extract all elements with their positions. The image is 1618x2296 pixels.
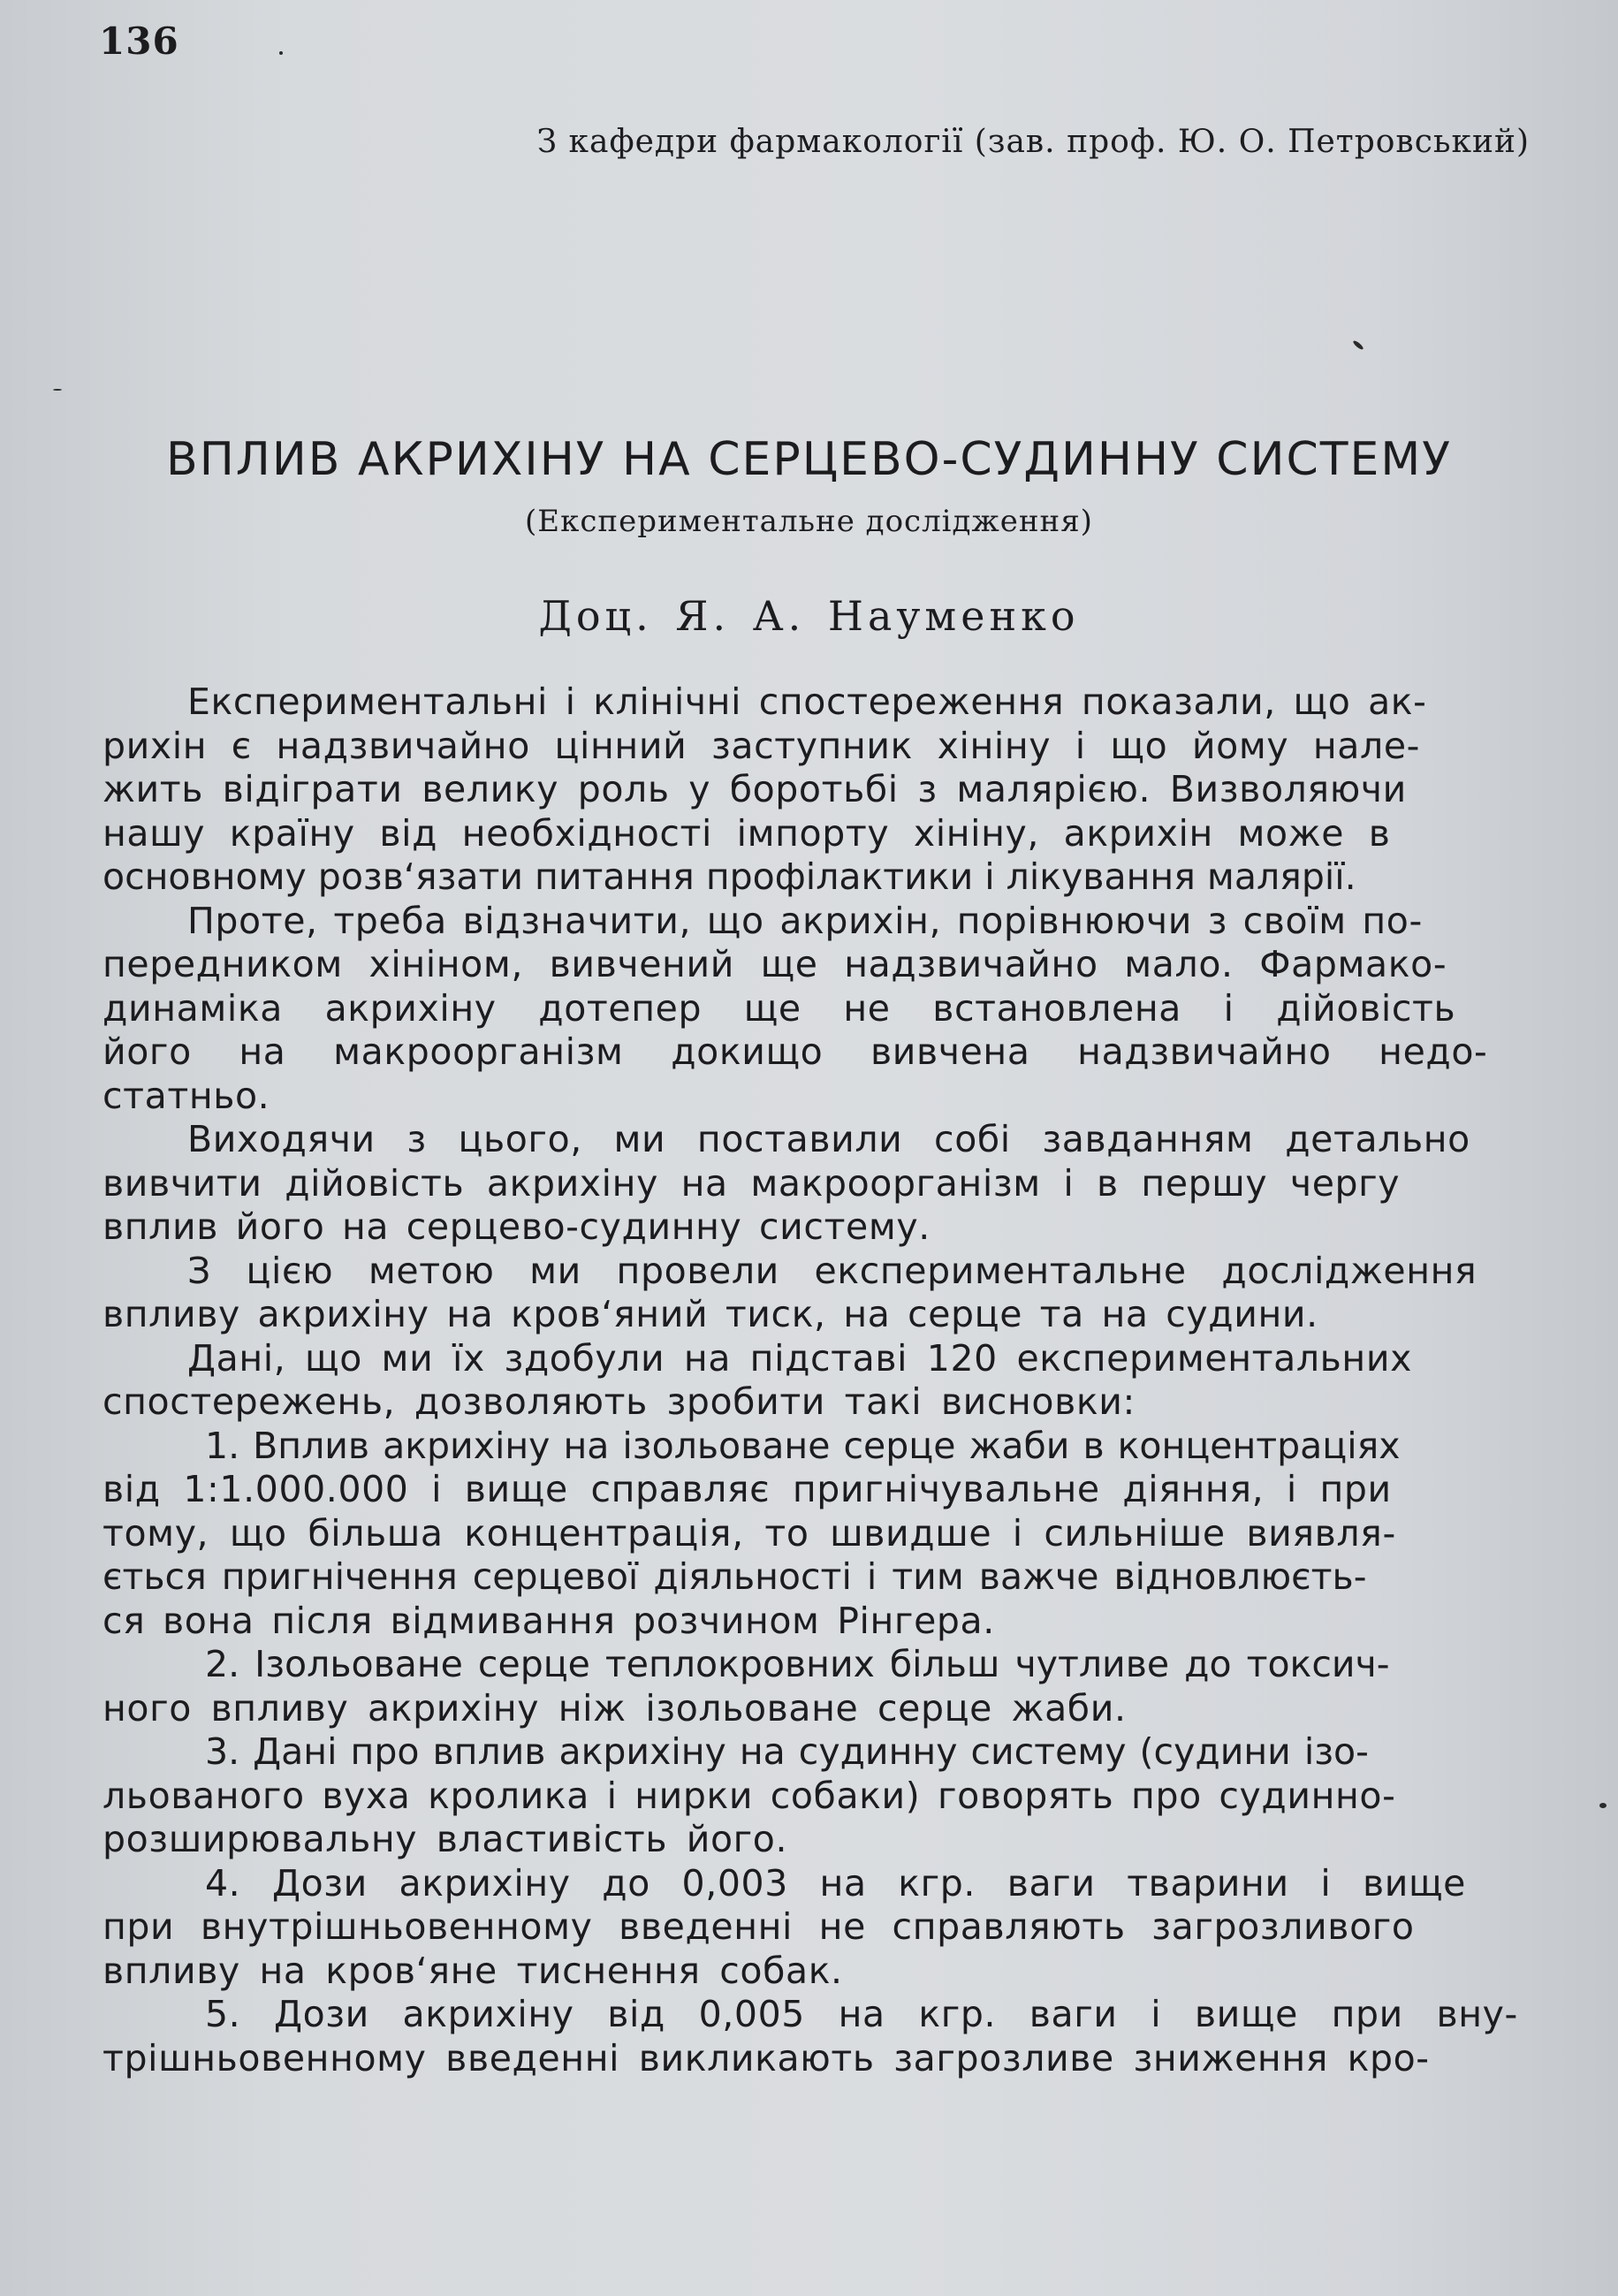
text-line: 4. Дози акрихіну до 0,003 на кгр. ваги тварини і вище [205, 1861, 1467, 1904]
scan-speck [1352, 339, 1364, 351]
paragraph [103, 1643, 1538, 1730]
text-line: основному розв‘язати питання профілактики і лікування малярії. [103, 855, 1356, 898]
article-subtitle: (Експериментальне дослідження) [525, 504, 1093, 539]
text-line: З цією метою ми провели експериментальне дослідження [187, 1249, 1477, 1292]
text-line: від 1:1.000.000 і вище справляє пригнічувальне діяння, і при [103, 1468, 1392, 1510]
text-line: вивчити дійовість акрихіну на макроорганізм і в першу чергу [103, 1161, 1401, 1205]
text-line: впливу на кров‘яне тиснення собак. [103, 1949, 843, 1992]
paragraph [103, 1118, 1538, 1250]
paragraph [103, 680, 1538, 900]
text-line: спостережень, дозволяють зробити такі висновки: [103, 1380, 1136, 1423]
text-line: рихін є надзвичайно цінний заступник хініну і що йому нале- [103, 724, 1421, 767]
text-line: льованого вуха кролика і нирки собаки) говорять про судинно- [103, 1774, 1396, 1817]
text-line: Проте, треба відзначити, що акрихін, порівнюючи з своїм по- [187, 899, 1423, 942]
paragraph [103, 1425, 1538, 1644]
article-author: Доц. Я. А. Науменко [538, 592, 1080, 640]
paragraph [103, 1337, 1538, 1425]
page-number: 136 [99, 19, 179, 63]
text-line: нашу країну від необхідності імпорту хініну, акрихін може в [103, 811, 1391, 855]
paragraph [103, 1993, 1538, 2080]
text-line: його на макроорганізм докищо вивчена надзвичайно недо- [103, 1030, 1488, 1073]
text-line: тому, що більша концентрація, то швидше і сильніше виявля- [103, 1511, 1396, 1555]
text-line: Дані, що ми їх здобули на підставі 120 експериментальних [187, 1336, 1412, 1380]
department-note: З кафедри фармакології (зав. проф. Ю. О. Петровський) [536, 124, 1530, 160]
text-line: ся вона після відмивання розчином Рінгера. [103, 1599, 995, 1642]
text-line: статньо. [103, 1074, 270, 1117]
article-title: ВПЛИВ АКРИХІНУ НА СЕРЦЕВО-СУДИННУ СИСТЕМУ [166, 433, 1452, 486]
text-line: при внутрішньовенному введенні не справляють загрозливого [103, 1905, 1415, 1948]
text-line: ється пригнічення серцевої діяльності і тим важче відновлюєть- [103, 1555, 1367, 1598]
text-line: трішньовенному введенні викликають загрозливе зниження кро- [103, 2036, 1430, 2079]
article-body [103, 680, 1538, 2080]
text-line: передником хініном, вивчений ще надзвичайно мало. Фармако- [103, 943, 1447, 985]
paragraph [103, 1730, 1538, 1862]
scan-speck [279, 51, 283, 55]
text-line: Виходячи з цього, ми поставили собі завданням детально [187, 1118, 1470, 1160]
scan-speck [1599, 1803, 1607, 1808]
text-line: розширювальну властивість його. [103, 1818, 788, 1860]
text-line: впливу акрихіну на кров‘яний тиск, на серце та на судини. [103, 1293, 1318, 1335]
text-line: динаміка акрихіну дотепер ще не встановлена і дійовість [103, 986, 1456, 1030]
text-line: жить відіграти велику роль у боротьбі з малярією. Визволяючи [103, 768, 1407, 810]
text-line: вплив його на серцево-судинну систему. [103, 1205, 931, 1248]
text-line: ного впливу акрихіну ніж ізольоване серце жаби. [103, 1686, 1127, 1730]
text-line: 2. Ізольоване серце теплокровних більш чутливе до токсич- [205, 1643, 1390, 1685]
scan-speck [53, 389, 62, 391]
paragraph [103, 900, 1538, 1119]
text-line: 3. Дані про вплив акрихіну на судинну систему (судини ізо- [205, 1730, 1369, 1773]
text-line: Експериментальні і клінічні спостереження показали, що ак- [187, 680, 1427, 723]
paragraph [103, 1250, 1538, 1337]
text-line: 5. Дози акрихіну від 0,005 на кгр. ваги і вище при вну- [205, 1993, 1518, 2035]
paragraph [103, 1862, 1538, 1994]
text-line: 1. Вплив акрихіну на ізольоване серце жаби в концентраціях [205, 1424, 1401, 1467]
